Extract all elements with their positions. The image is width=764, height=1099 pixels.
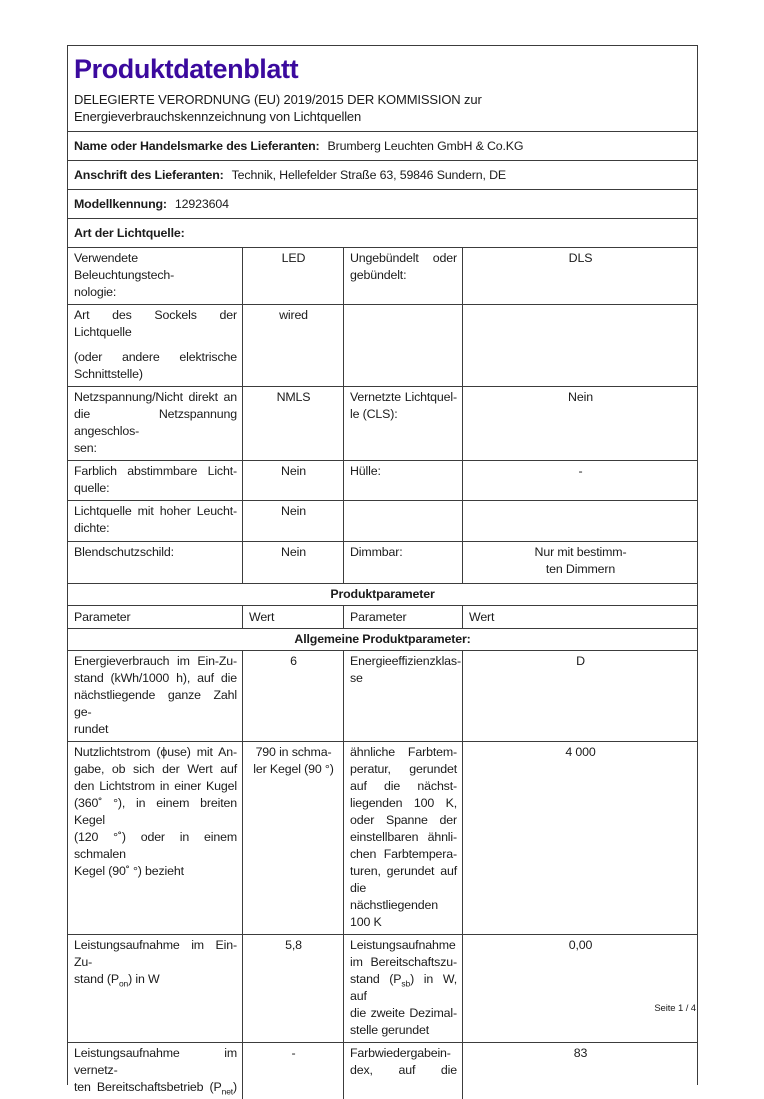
parameter-cell: Verwendete Beleuchtungstech- nologie: [74,251,175,299]
parameter-cell: Leistungsaufnahme im vernetz- ten Bereitschaftsbetrieb $(P_{net})$ [74,1046,237,1097]
title-cell [68,46,697,131]
parameter-cell: Energieverbrauch im Ein-Zu- stand (kWh/1000 h), auf die nächstliegende ganze Zahl ge- rundet [74,654,237,736]
section-header-allgemeine-produktparameter: Allgemeine Produktparameter: [68,628,697,650]
value-cell: Nein [462,387,697,460]
parameter-cell: Hülle: [343,461,462,500]
column-header: Wert [242,606,343,628]
document-title: Produktdatenblatt [74,54,299,84]
parameter-cell: Farbwiedergabein- dex, auf die [343,1043,462,1099]
section-header-produktparameter: Produktparameter [68,583,697,605]
parameter-cell: Vernetzte Lichtquel- le (CLS): [343,387,462,460]
value-cell: 4 000 [462,742,697,934]
table-row [68,500,697,541]
value-cell: - [242,1043,343,1099]
table-row [68,741,697,934]
row-value: 12923604 [174,197,229,211]
supplier-address-row [68,160,697,189]
value-cell: Nur mit bestimm- ten Dimmern [462,542,697,583]
row-value: Brumberg Leuchten GmbH & Co.KG [327,139,524,153]
parameter-cell: Leistungsaufnahme im Ein-Zu- stand $(P_{on})$ in W [74,938,237,989]
parameter-cell: Netzspannung/Nicht direkt an die Netzspannung angeschlos- sen: [74,390,237,455]
column-header: Parameter [343,606,462,628]
value-cell: DLS [462,248,697,304]
column-header: Parameter [74,610,131,624]
value-cell [462,501,697,541]
model-id-row [68,189,697,218]
parameter-cell: ähnliche Farbtem- peratur, gerundet auf die nächst- liegenden 100 K, oder Spanne der einstellbaren ähnli- chen Farbtempera- turen, gerundet auf die nächstliegenden 100 K [343,742,462,934]
row-label: Art der Lichtquelle: [74,226,185,240]
table-row [68,934,697,1042]
table-row [68,247,697,304]
parameter-cell: Leistungsaufnahme im Bereitschaftszu- stand $(P_{sb})$ in W, auf die zweite Dezimal- stelle gerundet [343,935,462,1042]
row-value: Technik, Hellefelder Straße 63, 59846 Sundern, DE [231,168,506,182]
table-row [68,304,697,386]
parameter-cell: Dimmbar: [343,542,462,583]
page-number: Seite 1 / 4 [654,1003,696,1014]
value-cell [462,305,697,386]
column-header: Wert [462,606,697,628]
value-cell: wired [242,305,343,386]
parameter-cell: Lichtquelle mit hoher Leucht- dichte: [74,504,237,535]
regulation-subtitle: DELEGIERTE VERORDNUNG (EU) 2019/2015 DER KOMMISSION zur Energieverbrauchskennzeichnung von Lichtquellen [74,92,482,124]
row-label: Modellkennung: [74,197,167,211]
table-row [68,650,697,741]
table-row [68,386,697,460]
value-cell: - [462,461,697,500]
value-cell: 6 [242,651,343,741]
value-cell: NMLS [242,387,343,460]
light-source-type-row [68,218,697,247]
value-cell: 790 in schma- ler Kegel (90 °) [242,742,343,934]
parameter-cell: Farblich abstimmbare Licht- quelle: [74,464,237,495]
value-cell: Nein [242,542,343,583]
value-cell: 83 [462,1043,697,1099]
parameter-cell: Energieeffizienzklas- se [343,651,462,741]
value-cell: D [462,651,697,741]
value-cell: LED [242,248,343,304]
parameter-cell [343,305,462,386]
table-row [68,460,697,500]
table-column-header-row [68,605,697,628]
parameter-cell: Nutzlichtstrom (ϕuse) mit An- gabe, ob sich der Wert auf den Lichtstrom in einer Kugel (360˚ °), in einem breiten Kegel (120 °˚) oder in einem schmalen Kegel (90˚ °) bezieht [74,745,237,878]
value-cell: Nein [242,501,343,541]
row-label: Anschrift des Lieferanten: [74,168,224,182]
supplier-name-row [68,131,697,160]
table-row-clipped-at-page-break [68,1042,697,1097]
parameter-cell [343,501,462,541]
product-datasheet-table [67,45,698,1097]
parameter-cell: Ungebündelt oder gebündelt: [343,248,462,304]
value-cell: Nein [242,461,343,500]
table-row [68,541,697,583]
parameter-cell: Art des Sockels der Lichtquelle (oder andere elektrische Schnittstelle) [74,308,237,381]
row-label: Name oder Handelsmarke des Lieferanten: [74,139,320,153]
value-cell: 0,00 [462,935,697,1042]
value-cell: 5,8 [242,935,343,1042]
parameter-cell: Blendschutzschild: [74,545,174,559]
